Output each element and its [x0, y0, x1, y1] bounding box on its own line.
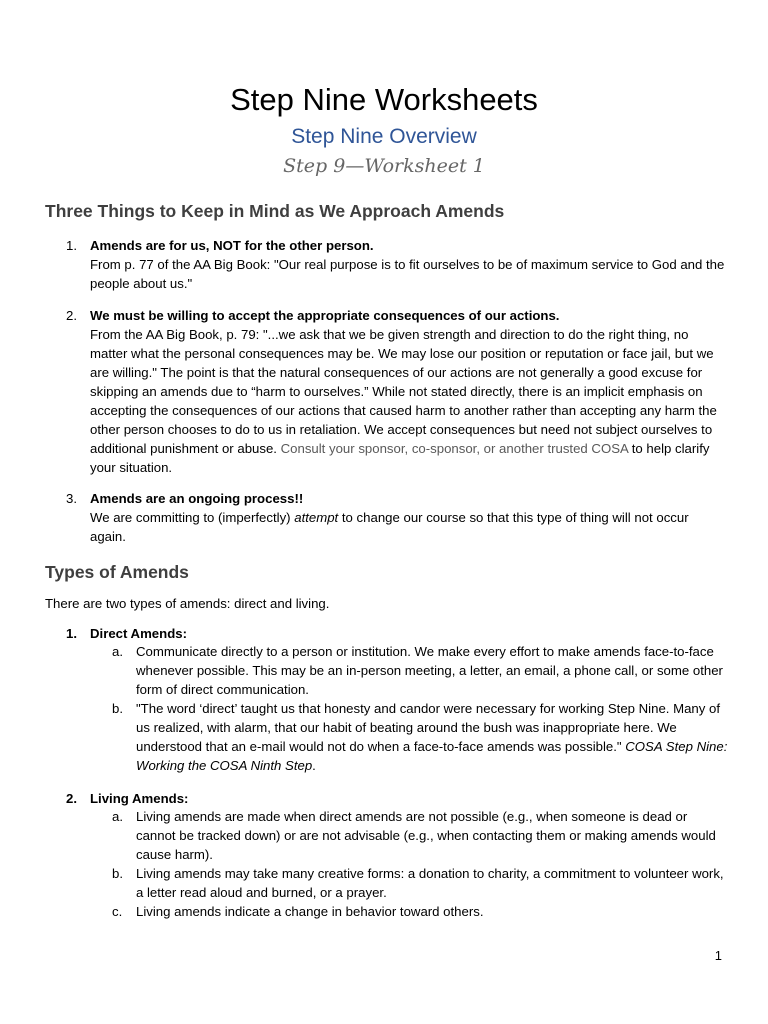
list-item-text: From p. 77 of the AA Big Book: "Our real purpose is to fit ourselves to be of maximum service to God and the people about us." [90, 257, 725, 291]
sub-text: Living amends may take many creative forms: a donation to charity, a commitment to volunteer work, a letter read aloud and burned, or a prayer. [136, 866, 724, 900]
text-pre: We are committing to (imperfectly) [90, 510, 291, 525]
list-item-text-main: From the AA Big Book, p. 79: "...we ask that we be given strength and direction to do the right thing, no matter what the personal consequences may be. We may lose our position or reputation or face jail, but we are willing." The point is that the natural consequences of our actions are not generally a good excuse for skipping an amends due to “harm to ourselves.” While not stated directly, there is an implicit emphasis on accepting the consequences of our actions that caused harm to another rather than accepting any harm the other person chooses to do to us in retaliation. We accept consequences but need not subject ourselves to additional punishment or abuse. [90, 327, 717, 456]
list-item-heading: Direct Amends: [90, 626, 187, 641]
sub-item-living-b [112, 864, 728, 902]
list-number: 2. [66, 308, 77, 323]
list-number: 1. [66, 626, 77, 641]
sub-quote: "The word ‘direct’ taught us that honesty and candor were necessary for working Step Nine. Many of us realized, with alarm, that our habit of beating around the bush was inappropriate here. We understood that an e-mail would not do when a face-to-face amends was possible." [136, 701, 721, 754]
text-post: to change our course so that this type of thing will not occur again. [90, 510, 689, 544]
list-item-2 [66, 306, 728, 477]
sub-number: a. [112, 809, 123, 824]
sub-text: Living amends are made when direct amends are not possible (e.g., when someone is dead or cannot be tracked down) or are not advisable (e.g., when contacting them or making amends would cause harm). [136, 809, 716, 862]
worksheet-label: Step 9—Worksheet 1 [283, 155, 485, 177]
sub-item-living-c [112, 902, 728, 921]
list-item-direct [66, 624, 728, 643]
list-item-text-muted: Consult your sponsor, co-sponsor, or another trusted COSA [280, 441, 629, 456]
sub-citation-end: . [312, 758, 316, 773]
sub-number: b. [112, 866, 123, 881]
list-item-living [66, 789, 728, 808]
list-number: 3. [66, 491, 77, 506]
sub-text [136, 699, 728, 775]
list-item-heading: We must be willing to accept the appropriate consequences of our actions. [90, 308, 560, 323]
list-item-heading: Amends are an ongoing process!! [90, 491, 304, 506]
section-heading-types: Types of Amends [45, 562, 189, 582]
list-item-text-tail: to help clarify your situation. [90, 441, 710, 475]
sub-number: c. [112, 904, 123, 919]
list-item-heading: Amends are for us, NOT for the other person. [90, 238, 374, 253]
text-emphasis: attempt [294, 510, 339, 525]
page-subtitle: Step Nine Overview [291, 125, 477, 148]
sub-citation: COSA Step Nine: Working the COSA Ninth Step [136, 739, 728, 773]
page-number: 1 [714, 948, 722, 963]
sub-item-direct-b [112, 699, 728, 775]
sub-text: Living amends indicate a change in behavior toward others. [136, 904, 484, 919]
list-number: 2. [66, 791, 77, 806]
list-item-1 [66, 236, 728, 293]
page-title: Step Nine Worksheets [230, 82, 538, 117]
sub-number: a. [112, 644, 123, 659]
sub-text: Communicate directly to a person or institution. We make every effort to make amends face-to-face whenever possible. This may be an in-person meeting, a letter, an email, a phone call, or some other form of direct communication. [136, 644, 723, 697]
list-item-heading: Living Amends: [90, 791, 189, 806]
list-item-text [90, 325, 728, 477]
section-intro: There are two types of amends: direct and living. [45, 596, 330, 611]
section-heading-three-things: Three Things to Keep in Mind as We Approach Amends [45, 201, 505, 221]
list-number: 1. [66, 238, 77, 253]
list-item-3 [66, 489, 728, 546]
list-item-text [90, 508, 728, 546]
sub-number: b. [112, 701, 123, 716]
sub-item-direct-a [112, 642, 728, 699]
sub-item-living-a [112, 807, 728, 864]
